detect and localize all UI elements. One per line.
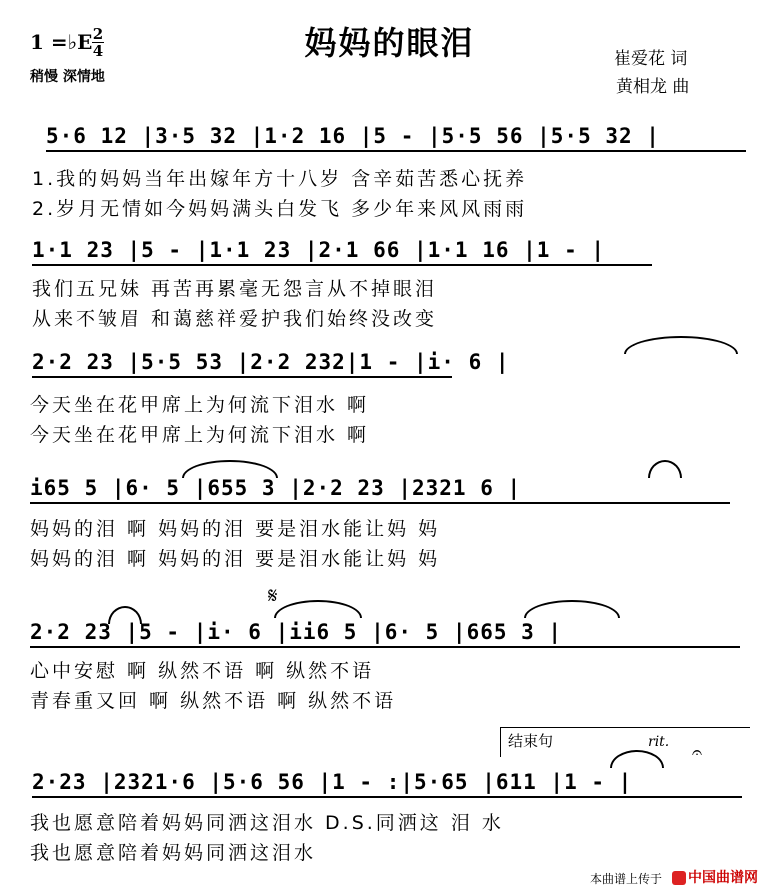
site-name: 中国曲谱网	[688, 870, 758, 886]
score-row-3-lyric-1: 今天坐在花甲席上为何流下泪水 啊	[30, 394, 370, 416]
page-title: 妈妈的眼泪	[304, 24, 475, 62]
ending-bracket-left	[500, 727, 501, 757]
slur-arc	[108, 606, 142, 624]
slur-arc	[624, 336, 738, 354]
beam-line	[32, 264, 652, 266]
time-bottom: 4	[92, 42, 104, 60]
segno-icon: 𝄋	[268, 584, 278, 609]
rit-marking: rit.	[648, 734, 670, 750]
score-row-1-lyric-1: 1.我的妈妈当年出嫁年方十八岁 含辛茹苦悉心抚养	[32, 168, 528, 190]
score-row-6-notes: 2·23 |2321·6 |5·6 56 |1 - :|5·65 |611 |1 - |	[32, 770, 633, 794]
fermata-icon: 𝄐	[692, 742, 703, 763]
site-logo-icon	[672, 871, 686, 885]
tempo-marking: 稍慢 深情地	[30, 69, 105, 85]
beam-line	[30, 502, 730, 504]
time-signature	[92, 26, 104, 59]
score-row-2-lyric-2: 从来不皱眉 和蔼慈祥爱护我们始终没改变	[32, 308, 438, 330]
key-signature: 1 =♭E	[30, 30, 93, 54]
composer-credit: 黄相龙 曲	[616, 77, 690, 97]
time-top: 2	[92, 25, 104, 43]
score-row-3-notes: 2·2 23 |5·5 53 |2·2 232|1 - |i· 6 |	[32, 350, 510, 374]
site-logo[interactable]	[672, 867, 758, 887]
score-row-4-lyric-2: 妈妈的泪 啊 妈妈的泪 要是泪水能让妈 妈	[30, 548, 441, 570]
score-row-6-lyric-2: 我也愿意陪着妈妈同洒这泪水	[30, 842, 317, 864]
ending-bracket	[500, 727, 750, 728]
score-row-5-lyric-2: 青春重又回 啊 纵然不语 啊 纵然不语	[30, 690, 397, 712]
beam-line	[46, 150, 746, 152]
upload-note: 本曲谱上传于	[590, 872, 663, 886]
score-row-2-lyric-1: 我们五兄妹 再苦再累毫无怨言从不掉眼泪	[32, 278, 438, 300]
score-row-3-lyric-2: 今天坐在花甲席上为何流下泪水 啊	[30, 424, 370, 446]
slur-arc	[648, 460, 682, 478]
score-row-2-notes: 1·1 23 |5 - |1·1 23 |2·1 66 |1·1 16 |1 - |	[32, 238, 606, 262]
lyricist-credit: 崔爱花 词	[614, 49, 688, 69]
beam-line	[32, 376, 452, 378]
beam-line	[32, 796, 742, 798]
score-row-4-lyric-1: 妈妈的泪 啊 妈妈的泪 要是泪水能让妈 妈	[30, 518, 441, 540]
slur-arc	[524, 600, 620, 618]
score-row-5-notes: 2·2 23 |5 - |i· 6 |ii6 5 |6· 5 |665 3 |	[30, 620, 563, 644]
score-row-1-lyric-2: 2.岁月无情如今妈妈满头白发飞 多少年来风风雨雨	[32, 198, 528, 220]
slur-arc	[182, 460, 278, 478]
score-row-4-notes: i65 5 |6· 5 |655 3 |2·2 23 |2321 6 |	[30, 476, 522, 500]
beam-line	[30, 646, 740, 648]
score-row-1-notes: 5·6 12 |3·5 32 |1·2 16 |5 - |5·5 56 |5·5 32 |	[46, 124, 660, 148]
score-row-5-lyric-1: 心中安慰 啊 纵然不语 啊 纵然不语	[30, 660, 375, 682]
slur-arc	[610, 750, 664, 768]
score-row-6-lyric-1: 我也愿意陪着妈妈同洒这泪水 D.S.同洒这 泪 水	[30, 812, 504, 834]
slur-arc	[274, 600, 362, 618]
ending-label: 结束句	[508, 732, 554, 750]
